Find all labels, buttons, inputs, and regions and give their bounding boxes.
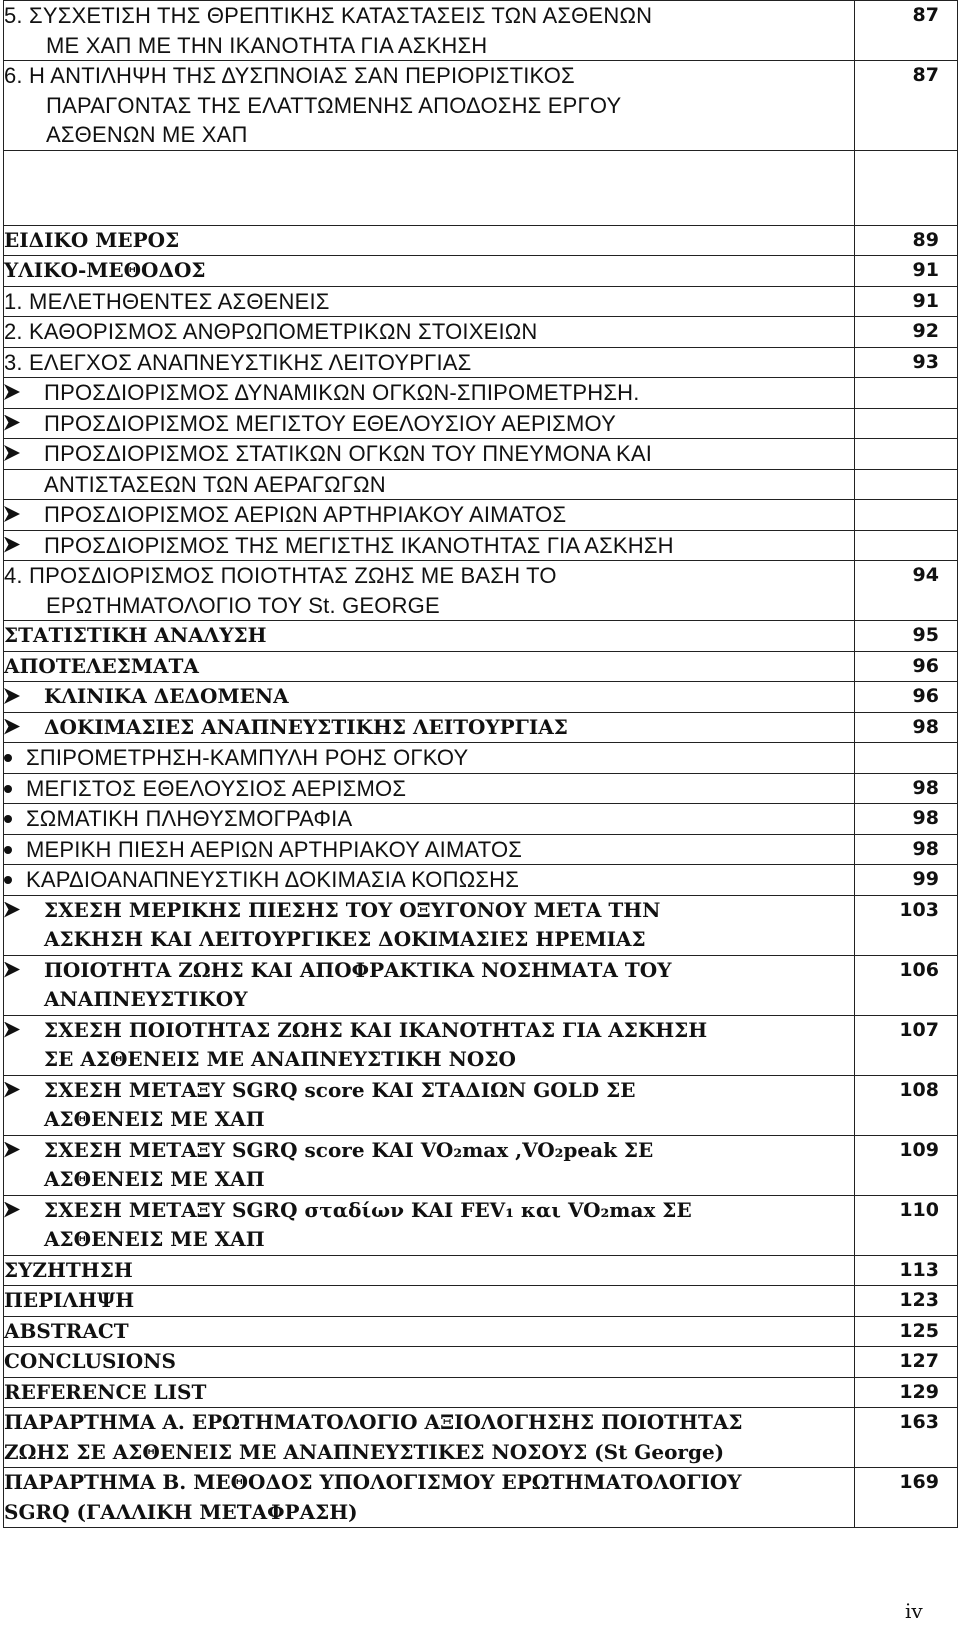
toc-entry-title <box>4 712 855 743</box>
toc-entry-line: SGRQ (ΓΑΛΛΙΚΗ ΜΕΤΑΦΡΑΣΗ) <box>4 1499 358 1524</box>
toc-entry-line: ΠΡΟΣΔΙΟΡΙΣΜΟΣ ΜΕΓΙΣΤΟΥ ΕΘΕΛΟΥΣΙΟΥ ΑΕΡΙΣΜΟΥ <box>4 409 854 439</box>
toc-entry-line: ΜΕΡΙΚΗ ΠΙΕΣΗ ΑΕΡΙΩΝ ΑΡΤΗΡΙΑΚΟΥ ΑΙΜΑΤΟΣ <box>4 835 854 865</box>
toc-page-number: 123 <box>855 1286 958 1317</box>
toc-row <box>4 1286 958 1317</box>
toc-entry-line: ΣΧΕΣΗ ΜΕΡΙΚΗΣ ΠΙΕΣΗΣ ΤΟΥ ΟΞΥΓΟΝΟΥ ΜΕΤΑ ΤΗΝ <box>4 896 854 926</box>
toc-entry-line: ABSTRACT <box>4 1318 129 1343</box>
toc-row <box>4 561 958 621</box>
toc-entry-title <box>4 1135 855 1195</box>
toc-row <box>4 500 958 531</box>
toc-row <box>4 1468 958 1528</box>
toc-entry-line: ΠΑΡΑΡΤΗΜΑ Β. ΜΕΘΟΔΟΣ ΥΠΟΛΟΓΙΣΜΟΥ ΕΡΩΤΗΜΑΤΟΛΟΓΙΟΥ <box>4 1470 742 1494</box>
toc-entry-title <box>4 955 855 1015</box>
toc-page-number <box>855 439 958 470</box>
toc-page-number: 163 <box>855 1408 958 1468</box>
toc-entry-title <box>4 1 855 61</box>
toc-entry-line: ΜΕΓΙΣΤΟΣ ΕΘΕΛΟΥΣΙΟΣ ΑΕΡΙΣΜΟΣ <box>4 774 854 804</box>
toc-entry-line: ΔΟΚΙΜΑΣΙΕΣ ΑΝΑΠΝΕΥΣΤΙΚΗΣ ΛΕΙΤΟΥΡΓΙΑΣ <box>4 713 854 743</box>
toc-entry-line: ΣΤΑΤΙΣΤΙΚΗ ΑΝΑΛΥΣΗ <box>4 623 267 647</box>
toc-entry-line: ΜΕ ΧΑΠ ΜΕ ΤΗΝ ΙΚΑΝΟΤΗΤΑ ΓΙΑ ΑΣΚΗΣΗ <box>46 32 488 58</box>
toc-page-number <box>855 469 958 500</box>
toc-row <box>4 743 958 774</box>
toc-row <box>4 408 958 439</box>
toc-entry-title <box>4 225 855 256</box>
toc-row <box>4 1 958 61</box>
toc-page-number: 87 <box>855 1 958 61</box>
toc-page-number: 169 <box>855 1468 958 1528</box>
toc-row <box>4 865 958 896</box>
toc-page-number: 94 <box>855 561 958 621</box>
toc-entry-line: ΣΧΕΣΗ ΜΕΤΑΞΥ SGRQ σταδίων ΚΑΙ FEV₁ και VO₂max ΣΕ <box>4 1196 854 1226</box>
toc-entry-line: ΑΠΟΤΕΛΕΣΜΑΤΑ <box>4 653 199 678</box>
toc-entry-title <box>4 804 855 835</box>
toc-entry-line: ΚΛΙΝΙΚΑ ΔΕΔΟΜΕΝΑ <box>4 682 854 712</box>
toc-entry-line: ΣΧΕΣΗ ΜΕΤΑΞΥ SGRQ score ΚΑΙ VO₂max ,VO₂peak ΣΕ <box>4 1136 854 1166</box>
toc-entry-title <box>4 286 855 317</box>
toc-page-number: 103 <box>855 895 958 955</box>
toc-page-number: 99 <box>855 865 958 896</box>
toc-page-number: 98 <box>855 834 958 865</box>
toc-entry-title <box>4 150 855 225</box>
toc-entry-line: ΑΣΘΕΝΕΙΣ ΜΕ ΧΑΠ <box>44 1227 265 1251</box>
toc-row <box>4 1408 958 1468</box>
toc-page-number: 113 <box>855 1255 958 1286</box>
toc-page-number: 98 <box>855 712 958 743</box>
toc-page-number: 91 <box>855 286 958 317</box>
toc-page-number: 91 <box>855 256 958 287</box>
toc-entry-line: ΕΡΩΤΗΜΑΤΟΛΟΓΙΟ ΤΟΥ St. GEORGE <box>46 592 440 618</box>
toc-entry-line: 5. ΣΥΣΧΕΤΙΣΗ ΤΗΣ ΘΡΕΠΤΙΚΗΣ ΚΑΤΑΣΤΑΣΕΙΣ ΤΩΝ ΑΣΘΕΝΩΝ <box>4 3 653 28</box>
toc-entry-line: ΠΡΟΣΔΙΟΡΙΣΜΟΣ ΤΗΣ ΜΕΓΙΣΤΗΣ ΙΚΑΝΟΤΗΤΑΣ ΓΙΑ ΑΣΚΗΣΗ <box>4 531 854 561</box>
toc-entry-line: ΠΡΟΣΔΙΟΡΙΣΜΟΣ ΣΤΑΤΙΚΩΝ ΟΓΚΩΝ ΤΟΥ ΠΝΕΥΜΟΝΑ ΚΑΙ <box>4 439 854 469</box>
toc-page-number: 95 <box>855 621 958 652</box>
toc-entry-title <box>4 561 855 621</box>
toc-row <box>4 621 958 652</box>
toc-page-number <box>855 408 958 439</box>
toc-row <box>4 347 958 378</box>
toc-entry-title <box>4 1377 855 1408</box>
toc-page-number: 127 <box>855 1347 958 1378</box>
toc-page-number: 93 <box>855 347 958 378</box>
toc-row <box>4 1255 958 1286</box>
toc-entry-title <box>4 1195 855 1255</box>
toc-entry-title <box>4 469 855 500</box>
toc-row <box>4 439 958 470</box>
toc-row <box>4 530 958 561</box>
toc-row <box>4 225 958 256</box>
toc-row <box>4 955 958 1015</box>
toc-entry-title <box>4 1316 855 1347</box>
toc-entry-line: ΠΡΟΣΔΙΟΡΙΣΜΟΣ ΔΥΝΑΜΙΚΩΝ ΟΓΚΩΝ-ΣΠΙΡΟΜΕΤΡΗΣΗ. <box>4 378 854 408</box>
toc-entry-title <box>4 1408 855 1468</box>
toc-row <box>4 317 958 348</box>
toc-page-number: 125 <box>855 1316 958 1347</box>
toc-page-number: 96 <box>855 682 958 713</box>
toc-entry-title <box>4 530 855 561</box>
toc-entry-title <box>4 1468 855 1528</box>
toc-page-number <box>855 743 958 774</box>
toc-entry-line: ΠΑΡΑΓΟΝΤΑΣ ΤΗΣ ΕΛΑΤΤΩΜΕΝΗΣ ΑΠΟΔΟΣΗΣ ΕΡΓΟΥ <box>46 92 622 118</box>
toc-page-number: 107 <box>855 1015 958 1075</box>
toc-row <box>4 1347 958 1378</box>
toc-entry-line: ΠΡΟΣΔΙΟΡΙΣΜΟΣ ΑΕΡΙΩΝ ΑΡΤΗΡΙΑΚΟΥ ΑΙΜΑΤΟΣ <box>4 500 854 530</box>
toc-page-number: 96 <box>855 651 958 682</box>
toc-row <box>4 61 958 151</box>
toc-entry-line: 6. Η ΑΝΤΙΛΗΨΗ ΤΗΣ ΔΥΣΠΝΟΙΑΣ ΣΑΝ ΠΕΡΙΟΡΙΣΤΙΚΟΣ <box>4 63 575 88</box>
toc-entry-line: ΑΣΘΕΝΩΝ ΜΕ ΧΑΠ <box>46 122 248 147</box>
toc-entry-line: ΣΧΕΣΗ ΜΕΤΑΞΥ SGRQ score ΚΑΙ ΣΤΑΔΙΩΝ GOLD ΣΕ <box>4 1076 854 1106</box>
toc-page-number: 98 <box>855 804 958 835</box>
toc-row <box>4 834 958 865</box>
toc-entry-title <box>4 895 855 955</box>
toc-body <box>4 1 958 1528</box>
toc-row <box>4 804 958 835</box>
toc-row <box>4 773 958 804</box>
toc-entry-line: ΑΝΤΙΣΤΑΣΕΩΝ ΤΩΝ ΑΕΡΑΓΩΓΩΝ <box>44 471 386 497</box>
toc-entry-line: CONCLUSIONS <box>4 1349 176 1373</box>
toc-entry-line: REFERENCE LIST <box>4 1379 207 1404</box>
toc-row <box>4 682 958 713</box>
toc-row <box>4 256 958 287</box>
toc-entry-line: ΣΠΙΡΟΜΕΤΡΗΣΗ-ΚΑΜΠΥΛΗ ΡΟΗΣ ΟΓΚΟΥ <box>4 743 854 773</box>
page-number: iv <box>905 1599 923 1623</box>
toc-entry-title <box>4 865 855 896</box>
toc-entry-title <box>4 317 855 348</box>
toc-row <box>4 286 958 317</box>
toc-entry-line: 4. ΠΡΟΣΔΙΟΡΙΣΜΟΣ ΠΟΙΟΤΗΤΑΣ ΖΩΗΣ ΜΕ ΒΑΣΗ ΤΟ <box>4 563 557 588</box>
toc-page-number <box>855 500 958 531</box>
toc-entry-line: ΠΑΡΑΡΤΗΜΑ Α. ΕΡΩΤΗΜΑΤΟΛΟΓΙΟ ΑΞΙΟΛΟΓΗΣΗΣ ΠΟΙΟΤΗΤΑΣ <box>4 1410 743 1434</box>
toc-page-number: 108 <box>855 1075 958 1135</box>
toc-page-number: 129 <box>855 1377 958 1408</box>
toc-page-number: 89 <box>855 225 958 256</box>
toc-entry-line: ΣΧΕΣΗ ΠΟΙΟΤΗΤΑΣ ΖΩΗΣ ΚΑΙ ΙΚΑΝΟΤΗΤΑΣ ΓΙΑ ΑΣΚΗΣΗ <box>4 1016 854 1046</box>
toc-page-number: 106 <box>855 955 958 1015</box>
toc-row <box>4 1075 958 1135</box>
toc-entry-title <box>4 743 855 774</box>
toc-entry-line: ΥΛΙΚΟ-ΜΕΘΟΔΟΣ <box>4 258 206 282</box>
toc-entry-title <box>4 408 855 439</box>
toc-entry-title <box>4 1075 855 1135</box>
toc-entry-line: ΠΟΙΟΤΗΤΑ ΖΩΗΣ ΚΑΙ ΑΠΟΦΡΑΚΤΙΚΑ ΝΟΣΗΜΑΤΑ ΤΟΥ <box>4 956 854 986</box>
toc-entry-title <box>4 347 855 378</box>
toc-entry-line: ΑΣΘΕΝΕΙΣ ΜΕ ΧΑΠ <box>44 1107 265 1131</box>
toc-page-number: 109 <box>855 1135 958 1195</box>
toc-page-number: 87 <box>855 61 958 151</box>
toc-entry-title <box>4 378 855 409</box>
toc-entry-line: 3. ΕΛΕΓΧΟΣ ΑΝΑΠΝΕΥΣΤΙΚΗΣ ΛΕΙΤΟΥΡΓΙΑΣ <box>4 349 472 375</box>
toc-entry-line: ΖΩΗΣ ΣΕ ΑΣΘΕΝΕΙΣ ΜΕ ΑΝΑΠΝΕΥΣΤΙΚΕΣ ΝΟΣΟΥΣ (St George) <box>4 1439 725 1464</box>
toc-entry-line: 2. ΚΑΘΟΡΙΣΜΟΣ ΑΝΘΡΩΠΟΜΕΤΡΙΚΩΝ ΣΤΟΙΧΕΙΩΝ <box>4 319 538 344</box>
toc-row <box>4 378 958 409</box>
toc-entry-title <box>4 1015 855 1075</box>
toc-entry-line: ΑΣΚΗΣΗ ΚΑΙ ΛΕΙΤΟΥΡΓΙΚΕΣ ΔΟΚΙΜΑΣΙΕΣ ΗΡΕΜΙΑΣ <box>44 927 646 951</box>
toc-entry-line: ΕΙΔΙΚΟ ΜΕΡΟΣ <box>4 227 180 252</box>
toc-entry-title <box>4 773 855 804</box>
toc-entry-line: ΣΥΖΗΤΗΣΗ <box>4 1257 133 1282</box>
toc-entry-line: ΑΣΘΕΝΕΙΣ ΜΕ ΧΑΠ <box>44 1167 265 1191</box>
toc-entry-title <box>4 439 855 470</box>
toc-row <box>4 651 958 682</box>
toc-entry-title <box>4 834 855 865</box>
toc-row <box>4 1135 958 1195</box>
toc-page-number: 110 <box>855 1195 958 1255</box>
toc-entry-line: ΑΝΑΠΝΕΥΣΤΙΚΟΥ <box>44 987 248 1011</box>
toc-entry-line: 1. ΜΕΛΕΤΗΘΕΝΤΕΣ ΑΣΘΕΝΕΙΣ <box>4 288 330 314</box>
toc-page-number <box>855 150 958 225</box>
toc-entry-title <box>4 651 855 682</box>
toc-entry-title <box>4 500 855 531</box>
toc-entry-line: ΣΩΜΑΤΙΚΗ ΠΛΗΘΥΣΜΟΓΡΑΦΙΑ <box>4 804 854 834</box>
toc-entry-title <box>4 256 855 287</box>
toc-entry-title <box>4 621 855 652</box>
toc-page-number: 98 <box>855 773 958 804</box>
toc-row <box>4 1377 958 1408</box>
toc-page-number: 92 <box>855 317 958 348</box>
toc-row <box>4 1195 958 1255</box>
toc-entry-title <box>4 1255 855 1286</box>
toc-row <box>4 895 958 955</box>
toc-entry-line: ΣΕ ΑΣΘΕΝΕΙΣ ΜΕ ΑΝΑΠΝΕΥΣΤΙΚΗ ΝΟΣΟ <box>44 1047 516 1071</box>
toc-entry-title <box>4 1347 855 1378</box>
toc-row <box>4 1015 958 1075</box>
toc-row <box>4 1316 958 1347</box>
toc-row <box>4 150 958 225</box>
toc-entry-title <box>4 1286 855 1317</box>
toc-row <box>4 712 958 743</box>
toc-entry-line: ΚΑΡΔΙΟΑΝΑΠΝΕΥΣΤΙΚΗ ΔΟΚΙΜΑΣΙΑ ΚΟΠΩΣΗΣ <box>4 865 854 895</box>
toc-entry-line: ΠΕΡΙΛΗΨΗ <box>4 1288 135 1312</box>
toc-entry-title <box>4 61 855 151</box>
toc-page-number <box>855 378 958 409</box>
toc-row <box>4 469 958 500</box>
toc-page-number <box>855 530 958 561</box>
toc-table <box>3 0 958 1528</box>
toc-entry-title <box>4 682 855 713</box>
